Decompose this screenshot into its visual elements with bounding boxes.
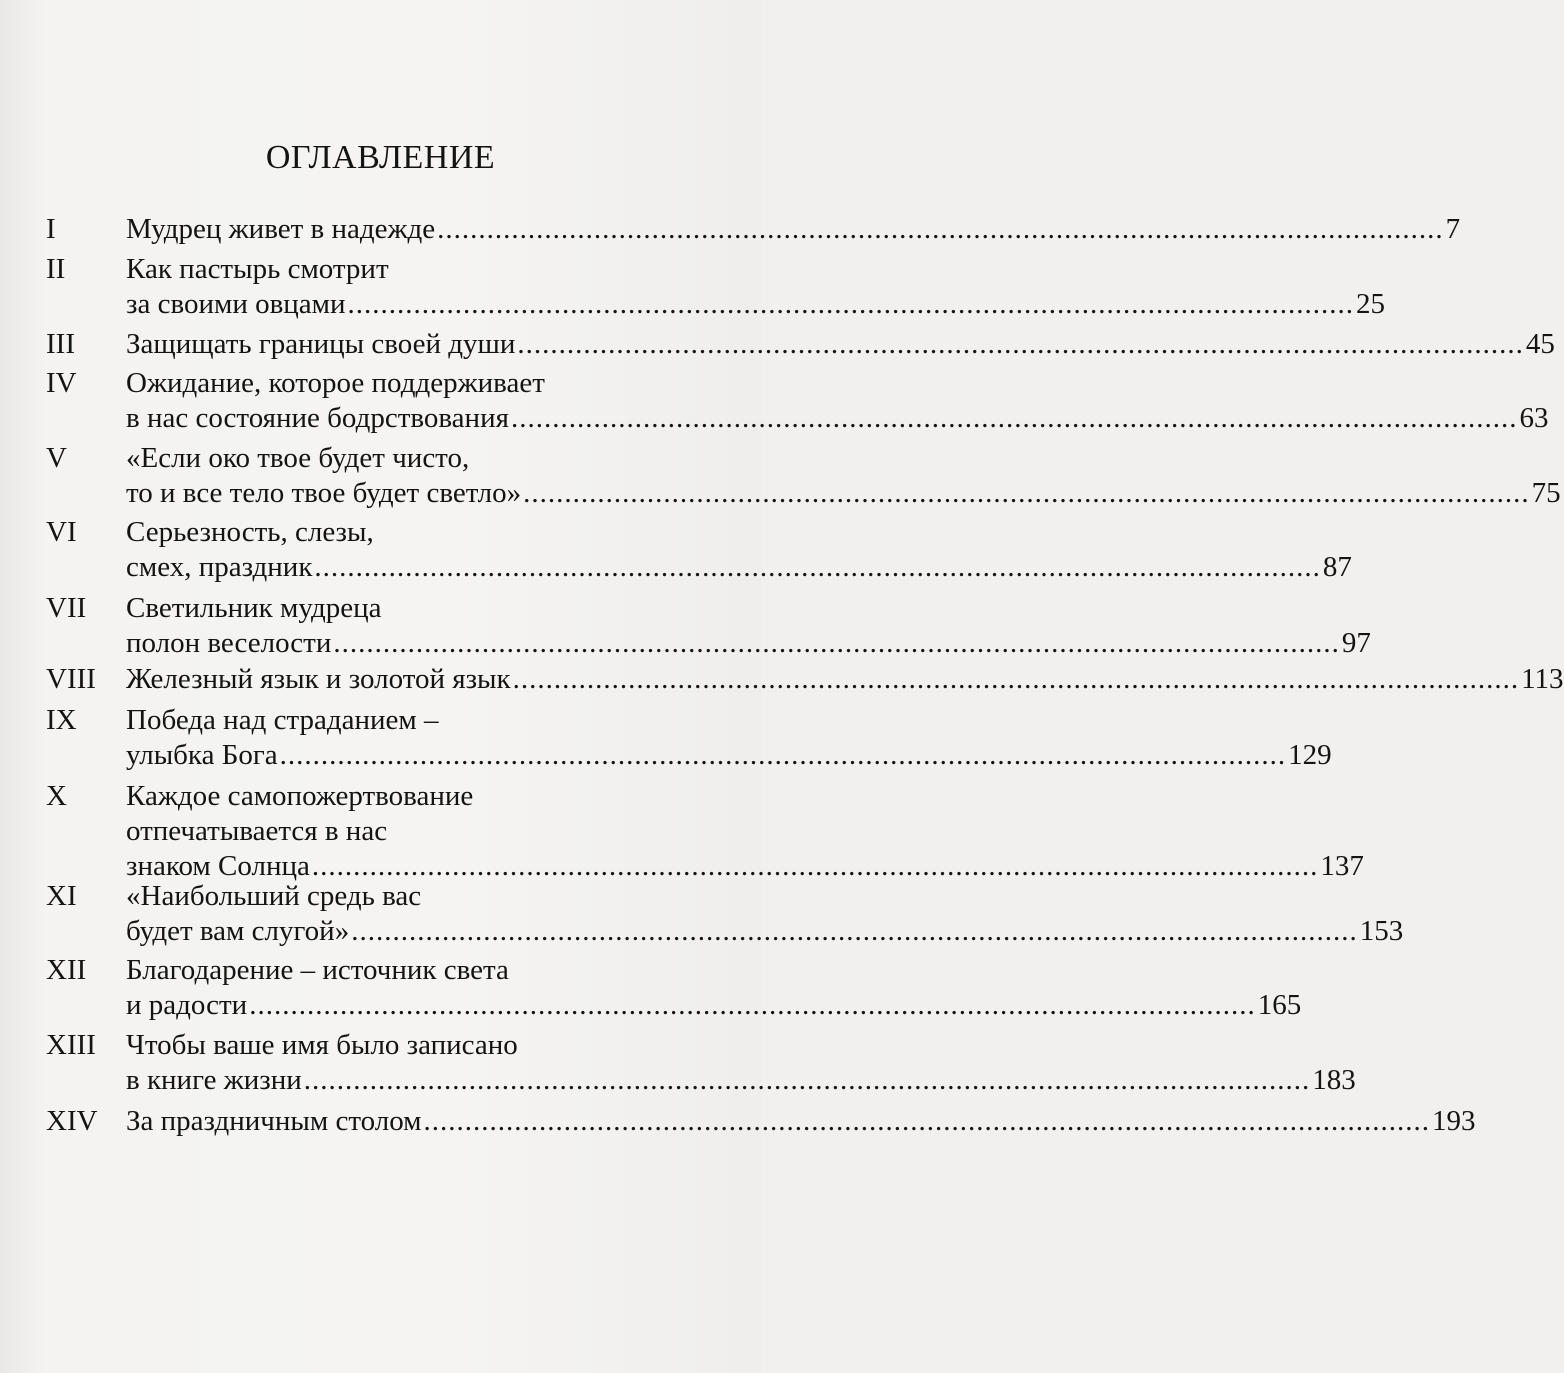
chapter-title-line: Победа над страданием – — [126, 704, 439, 736]
toc-entry — [46, 441, 1561, 511]
chapter-title-final-line — [126, 1063, 1356, 1098]
toc-entry — [46, 327, 1555, 362]
chapter-number: XIV — [46, 1105, 98, 1137]
chapter-number: XI — [46, 880, 77, 912]
toc-entry — [46, 953, 1302, 1023]
chapter-title-line: Чтобы ваше имя было записано — [126, 1029, 518, 1061]
chapter-title-text: Мудрец живет в надежде — [126, 213, 436, 245]
dot-leader — [424, 1104, 1431, 1139]
chapter-title-final-line — [126, 401, 1548, 436]
chapter-title — [126, 366, 1548, 436]
chapter-number: VI — [46, 516, 77, 548]
chapter-title-text: полон веселости — [126, 627, 332, 659]
dot-leader — [523, 476, 1530, 511]
chapter-number: XIII — [46, 1029, 96, 1061]
toc-entry — [46, 366, 1549, 436]
chapter-title-line: Каждое самопожертвование — [126, 780, 474, 812]
dot-leader — [348, 287, 1355, 322]
chapter-title-text: смех, праздник — [126, 551, 313, 583]
chapter-title-final-line — [126, 626, 1371, 661]
page-number: 25 — [1356, 288, 1386, 320]
chapter-title — [126, 1028, 1356, 1098]
toc-entry — [46, 591, 1371, 661]
chapter-title-final-line — [126, 550, 1352, 585]
chapter-number: IV — [46, 367, 77, 399]
toc-entry — [46, 1028, 1356, 1098]
chapter-title-final-line — [126, 738, 1332, 773]
page-number: 75 — [1531, 477, 1561, 509]
chapter-title-final-line — [126, 914, 1403, 949]
chapter-title-line: «Если око твое будет чисто, — [126, 442, 470, 474]
chapter-number: IX — [46, 704, 77, 736]
chapter-title-text: За праздничным столом — [126, 1105, 422, 1137]
chapter-title-text: Защищать границы своей души — [126, 328, 516, 360]
chapter-title-text: и радости — [126, 989, 248, 1021]
chapter-title-final-line — [126, 988, 1301, 1023]
chapter-number: II — [46, 253, 66, 285]
chapter-title-line: Как пастырь смотрит — [126, 253, 389, 285]
chapter-title — [126, 327, 1555, 362]
dot-leader — [314, 550, 1321, 585]
chapter-title-text: Железный язык и золотой язык — [126, 663, 511, 695]
chapter-title-line: отпечатывается в нас — [126, 815, 388, 847]
dot-leader — [304, 1063, 1311, 1098]
page-number: 129 — [1288, 739, 1332, 771]
chapter-number: VIII — [46, 663, 96, 695]
chapter-title — [126, 879, 1403, 949]
dot-leader — [351, 914, 1358, 949]
toc-entry — [46, 779, 1364, 884]
chapter-title-final-line — [126, 287, 1385, 322]
chapter-title — [126, 779, 1364, 884]
chapter-title — [126, 662, 1564, 697]
page-title: ОГЛАВЛЕНИЕ — [265, 139, 496, 176]
chapter-number: VII — [46, 592, 87, 624]
dot-leader — [249, 988, 1256, 1023]
chapter-title — [126, 1104, 1476, 1139]
chapter-title-final-line — [126, 327, 1555, 362]
chapter-title-text: будет вам слугой» — [126, 915, 350, 947]
chapter-title — [126, 591, 1371, 661]
page-number: 7 — [1445, 213, 1461, 245]
chapter-title-text: улыбка Бога — [126, 739, 278, 771]
chapter-title-final-line — [126, 476, 1561, 511]
dot-leader — [437, 212, 1444, 247]
page-number: 183 — [1312, 1064, 1356, 1096]
chapter-title — [126, 252, 1385, 322]
chapter-title-line: Ожидание, которое поддерживает — [126, 367, 545, 399]
dot-leader — [333, 626, 1340, 661]
chapter-title — [126, 515, 1352, 585]
toc-entry — [46, 703, 1332, 773]
toc-entry — [46, 879, 1404, 949]
dot-leader — [280, 738, 1287, 773]
chapter-title-final-line — [126, 212, 1460, 247]
page-number: 87 — [1322, 551, 1352, 583]
chapter-title-line: «Наибольший средь вас — [126, 880, 422, 912]
chapter-title-text: за своими овцами — [126, 288, 346, 320]
page-number: 113 — [1521, 663, 1564, 695]
chapter-title — [126, 953, 1301, 1023]
chapter-title-line: Светильник мудреца — [126, 592, 382, 624]
chapter-title — [126, 212, 1460, 247]
chapter-title-text: в нас состояние бодрствования — [126, 402, 509, 434]
page-number: 63 — [1519, 402, 1549, 434]
chapter-title-text: то и все тело твое будет светло» — [126, 477, 522, 509]
chapter-number: V — [46, 442, 67, 474]
toc-entry — [46, 515, 1352, 585]
chapter-title-final-line — [126, 1104, 1476, 1139]
toc-entry — [46, 662, 1564, 697]
page-number: 97 — [1341, 627, 1371, 659]
chapter-number: III — [46, 328, 75, 360]
chapter-number: XII — [46, 954, 87, 986]
page-number: 165 — [1257, 989, 1302, 1021]
chapter-title-line: Серьезность, слезы, — [126, 516, 374, 548]
page-number: 45 — [1525, 328, 1555, 360]
chapter-title-line: Благодарение – источник света — [126, 954, 509, 986]
dot-leader — [517, 327, 1524, 362]
dot-leader — [513, 662, 1520, 697]
chapter-title — [126, 441, 1561, 511]
page-number: 193 — [1432, 1105, 1476, 1137]
toc-entry — [46, 212, 1461, 247]
toc-entry — [46, 1104, 1476, 1139]
toc-entry — [46, 252, 1386, 322]
page-number: 153 — [1359, 915, 1404, 947]
chapter-title-text: знаком Солнца — [126, 850, 310, 882]
chapter-title-text: в книге жизни — [126, 1064, 302, 1096]
chapter-number: I — [46, 213, 56, 245]
page-number: 137 — [1320, 850, 1364, 882]
chapter-title-final-line — [126, 662, 1564, 697]
chapter-number: X — [46, 780, 67, 812]
chapter-title — [126, 703, 1332, 773]
dot-leader — [511, 401, 1518, 436]
